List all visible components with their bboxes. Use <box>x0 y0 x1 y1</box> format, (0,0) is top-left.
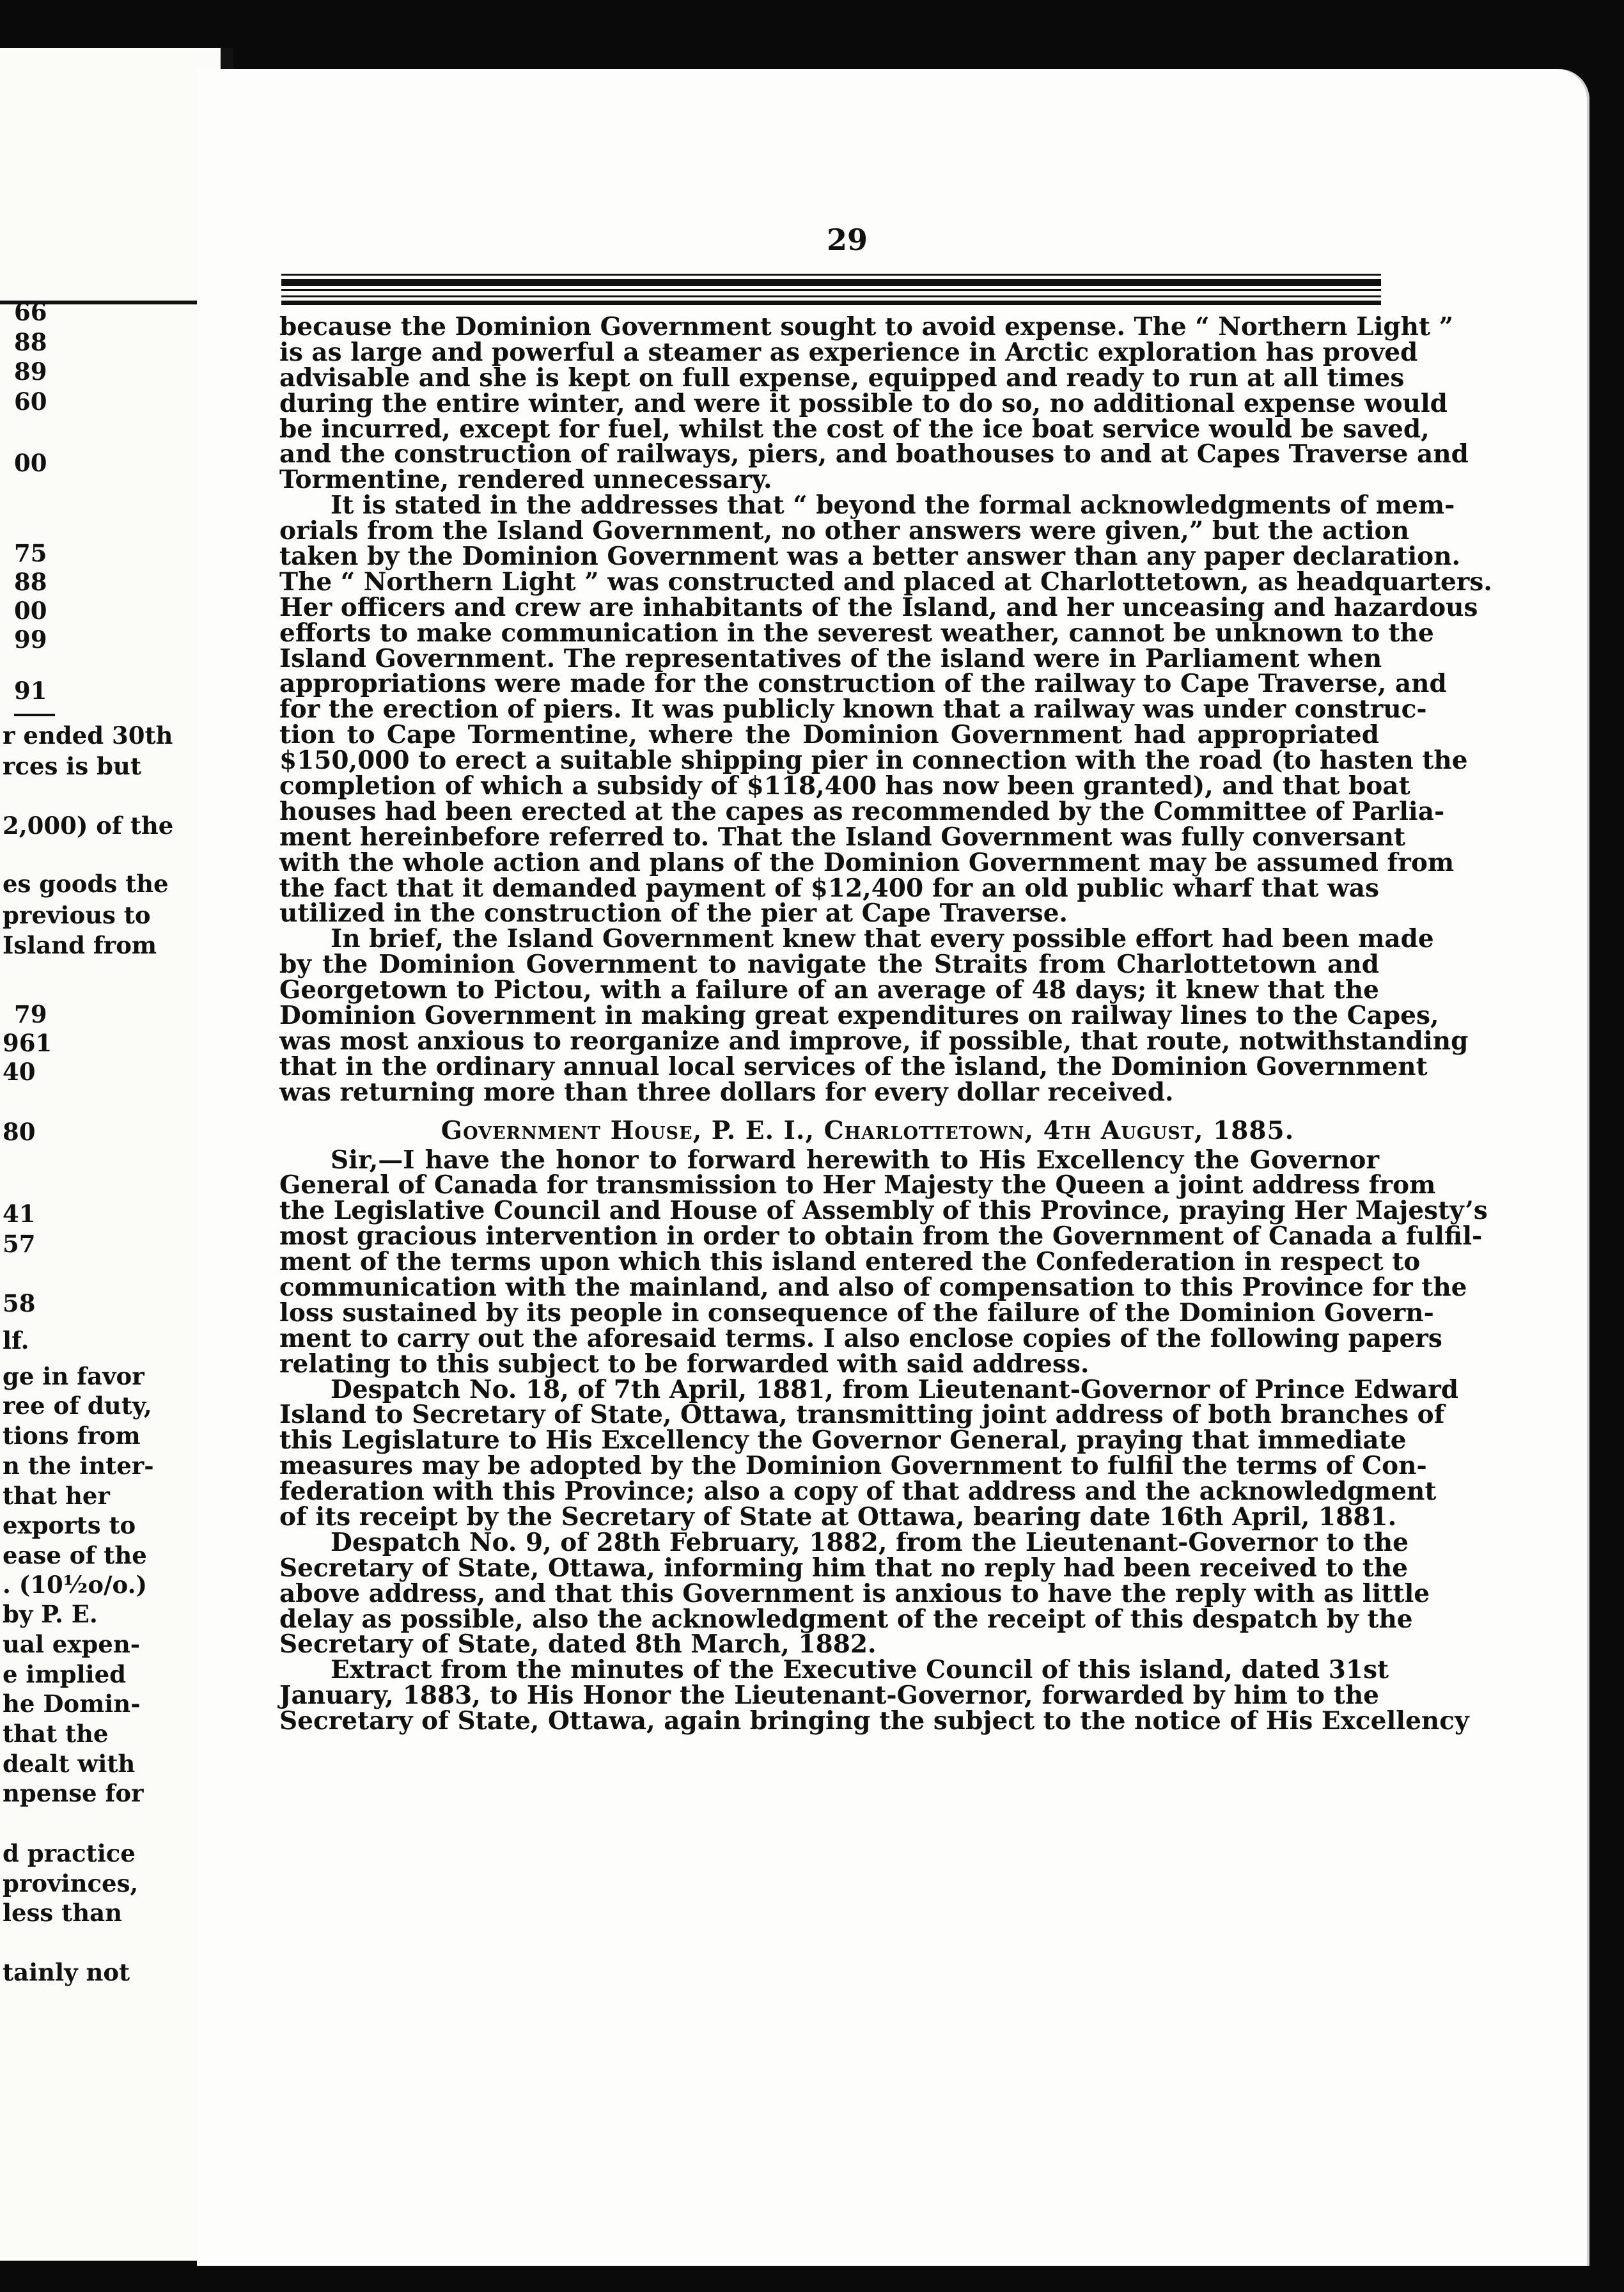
facing-page-text-line: by P. E. <box>3 1600 98 1628</box>
facing-page-text-line: 99 <box>14 625 47 654</box>
text-line: for the erection of piers. It was publicly known that a railway was under construc- <box>279 695 1427 725</box>
header-rule-thick <box>281 279 1381 286</box>
text-line: measures may be adopted by the Dominion Government to fulfil the terms of Con- <box>279 1451 1427 1481</box>
facing-page-text-line: 41 <box>3 1200 36 1228</box>
facing-page-text-line: that the <box>3 1720 109 1748</box>
facing-page-text-line: ge in favor <box>3 1362 144 1390</box>
facing-page-text-line: 00 <box>14 597 47 625</box>
text-line: during the entire winter, and were it possible to do so, no additional expense would <box>279 388 1448 418</box>
text-line: tion to Cape Tormentine, where the Dominion Government had appropriated <box>279 720 1379 750</box>
text-line: ment hereinbefore referred to. That the Island Government was fully conversant <box>279 822 1406 852</box>
text-line: the fact that it demanded payment of $12,400 for an old public wharf that was <box>279 873 1379 903</box>
facing-page-text-line: 88 <box>14 568 47 596</box>
facing-page-text-line: es goods the <box>3 870 169 898</box>
text-line: Secretary of State, Ottawa, informing him that no reply had been received to the <box>279 1553 1409 1583</box>
facing-page-text-line: 88 <box>14 328 47 356</box>
text-line: utilized in the construction of the pier at Cape Traverse. <box>279 899 1068 929</box>
paragraph <box>279 491 1492 929</box>
facing-page-text-line: rces is but <box>3 752 141 780</box>
facing-page-text-line: 75 <box>14 539 47 567</box>
paragraph <box>279 924 1469 1107</box>
text-line: Despatch No. 18, of 7th April, 1881, from Lieutenant-Governor of Prince Edward <box>331 1374 1459 1404</box>
paragraph <box>279 1145 1488 1379</box>
text-line: efforts to make communication in the severest weather, cannot be unknown to the <box>279 618 1434 648</box>
header-rule-thin <box>281 274 1381 276</box>
text-line: by the Dominion Government to navigate the Straits from Charlottetown and <box>279 950 1379 980</box>
text-line: It is stated in the addresses that “ beyond the formal acknowledgments of mem- <box>331 491 1455 521</box>
facing-page-text-line: e implied <box>3 1660 127 1688</box>
facing-page-text-line: provinces, <box>3 1869 139 1897</box>
text-line: communication with the mainland, and also of compensation to this Province for the <box>279 1272 1467 1302</box>
text-line: because the Dominion Government sought to avoid expense. The “ Northern Light ” <box>279 312 1454 341</box>
facing-page-text-line: 57 <box>3 1230 36 1258</box>
text-line: appropriations were made for the construction of the railway to Cape Traverse, and <box>279 669 1447 699</box>
text-line: General of Canada for transmission to Her Majesty the Queen a joint address from <box>279 1170 1436 1200</box>
facing-page-text-line: less than <box>3 1899 123 1927</box>
facing-page-text-line: ease of the <box>3 1541 147 1569</box>
facing-page-text-line: exports to <box>3 1511 136 1539</box>
text-line: Island Government. The representatives of the island were in Parliament when <box>279 643 1382 673</box>
text-line: relating to this subject to be forwarded with said address. <box>279 1349 1089 1379</box>
facing-page-text-line: tainly not <box>3 1958 130 1986</box>
page-number: 29 <box>826 223 868 257</box>
text-line: taken by the Dominion Government was a better answer than any paper declaration. <box>279 542 1461 572</box>
text-line: ment to carry out the aforesaid terms. I also enclose copies of the following papers <box>279 1323 1442 1353</box>
facing-page-text-line: 60 <box>14 388 47 416</box>
facing-page-text-line: that her <box>3 1482 110 1510</box>
text-line: Extract from the minutes of the Executive Council of this island, dated 31st <box>331 1655 1389 1685</box>
text-line: of its receipt by the Secretary of State at Ottawa, bearing date 16th April, 1881. <box>279 1502 1397 1532</box>
text-line: Secretary of State, Ottawa, again bringing the subject to the notice of His Excellency <box>279 1706 1469 1736</box>
facing-page-text-line: r ended 30th <box>3 721 173 750</box>
text-line: ment of the terms upon which this island entered the Confederation in respect to <box>279 1247 1421 1277</box>
facing-page-text-line: ual expen- <box>3 1630 141 1658</box>
letter-heading: Government House, P. E. I., Charlottetown, 4th August, 1885. <box>441 1115 1295 1145</box>
text-line: above address, and that this Government is anxious to have the reply with as little <box>279 1578 1430 1608</box>
facing-page-text-line: he Domin- <box>3 1690 141 1718</box>
text-line: that in the ordinary annual local services of the island, the Dominion Government <box>279 1051 1428 1081</box>
text-line: the Legislative Council and House of Assembly of this Province, praying Her Majesty’s <box>279 1196 1488 1226</box>
text-line: Dominion Government in making great expenditures on railway lines to the Capes, <box>279 1001 1439 1031</box>
facing-page-text-line: 961 <box>3 1029 52 1057</box>
text-line: delay as possible, also the acknowledgment of the receipt of this despatch by the <box>279 1604 1413 1634</box>
facing-page-text-line: 40 <box>3 1058 36 1086</box>
text-line: The “ Northern Light ” was constructed and placed at Charlottetown, as headquarters. <box>279 567 1492 597</box>
facing-page-text-line: d practice <box>3 1839 136 1867</box>
facing-page-text-line: 2,000) of the <box>3 812 174 840</box>
text-line: advisable and she is kept on full expense, equipped and ready to run at all times <box>279 363 1405 393</box>
text-line: houses had been erected at the capes as recommended by the Committee of Parlia- <box>279 796 1445 826</box>
text-line: Her officers and crew are inhabitants of the Island, and her unceasing and hazardous <box>279 592 1478 622</box>
text-line: Tormentine, rendered unnecessary. <box>279 465 772 495</box>
facing-page-text-line: 58 <box>3 1289 36 1317</box>
facing-page-fragment <box>0 48 221 2261</box>
text-line: most gracious intervention in order to obtain from the Government of Canada a fulfil- <box>279 1221 1483 1252</box>
text-line: this Legislature to His Excellency the Governor General, praying that immediate <box>279 1425 1407 1456</box>
header-rule-thin <box>281 289 1381 291</box>
header-rule-thin <box>281 295 1381 297</box>
facing-page-text-line: tions from <box>3 1422 141 1450</box>
paragraph <box>279 312 1469 495</box>
facing-page-text-line: 80 <box>3 1118 36 1146</box>
text-line: was returning more than three dollars for every dollar received. <box>279 1077 1174 1107</box>
facing-page-sum-rule <box>14 714 55 716</box>
text-line: Secretary of State, dated 8th March, 1882. <box>279 1629 877 1660</box>
text-line: Island to Secretary of State, Ottawa, transmitting joint address of both branches of <box>279 1400 1445 1430</box>
text-line: completion of which a subsidy of $118,400 has now been granted), and that boat <box>279 771 1410 801</box>
facing-page-text-line: 79 <box>14 1000 47 1028</box>
header-rule-thick <box>281 301 1381 305</box>
facing-page-text-line: 91 <box>14 677 47 705</box>
text-line: loss sustained by its people in consequence of the failure of the Dominion Govern- <box>279 1298 1434 1328</box>
page-body <box>279 312 1492 1736</box>
text-line: Georgetown to Pictou, with a failure of an average of 48 days; it knew that the <box>279 975 1379 1005</box>
facing-page-text-line: previous to <box>3 901 151 929</box>
text-line: Sir,—I have the honor to forward herewith to His Excellency the Governor <box>331 1145 1379 1175</box>
text-line: Despatch No. 9, of 28th February, 1882, from the Lieutenant-Governor to the <box>331 1527 1409 1557</box>
paragraph <box>279 1374 1459 1532</box>
facing-page-text-line: Island from <box>3 931 157 959</box>
text-line: and the construction of railways, piers, and boathouses to and at Capes Traverse and <box>279 439 1469 469</box>
facing-page-text-line: npense for <box>3 1779 144 1807</box>
facing-page-text-line: . (10½o/o.) <box>3 1571 147 1599</box>
text-line: with the whole action and plans of the Dominion Government may be assumed from <box>279 847 1455 877</box>
text-line: is as large and powerful a steamer as experience in Arctic exploration has proved <box>279 337 1418 367</box>
text-line: $150,000 to erect a suitable shipping pier in connection with the road (to hasten the <box>279 746 1468 776</box>
facing-page-text-line: dealt with <box>3 1750 136 1778</box>
text-line: be incurred, except for fuel, whilst the cost of the ice boat service would be saved, <box>279 414 1430 444</box>
facing-page-text-line: 00 <box>14 449 47 477</box>
facing-page-text-line: ree of duty, <box>3 1392 152 1420</box>
text-line: In brief, the Island Government knew that every possible effort had been made <box>331 924 1434 954</box>
paragraph <box>279 1527 1430 1660</box>
facing-page-text-line: 66 <box>14 298 47 326</box>
facing-page-text-line: 89 <box>14 357 47 386</box>
text-line: federation with this Province; also a copy of that address and the acknowledgment <box>279 1477 1437 1507</box>
text-line: was most anxious to reorganize and improve, if possible, that route, notwithstanding <box>279 1026 1469 1056</box>
facing-page-text-line: n the inter- <box>3 1452 154 1480</box>
text-line: January, 1883, to His Honor the Lieutenant-Governor, forwarded by him to the <box>279 1681 1379 1711</box>
paragraph <box>279 1655 1469 1736</box>
text-line: orials from the Island Government, no other answers were given,” but the action <box>279 516 1410 546</box>
facing-page-text-line: lf. <box>3 1326 29 1354</box>
